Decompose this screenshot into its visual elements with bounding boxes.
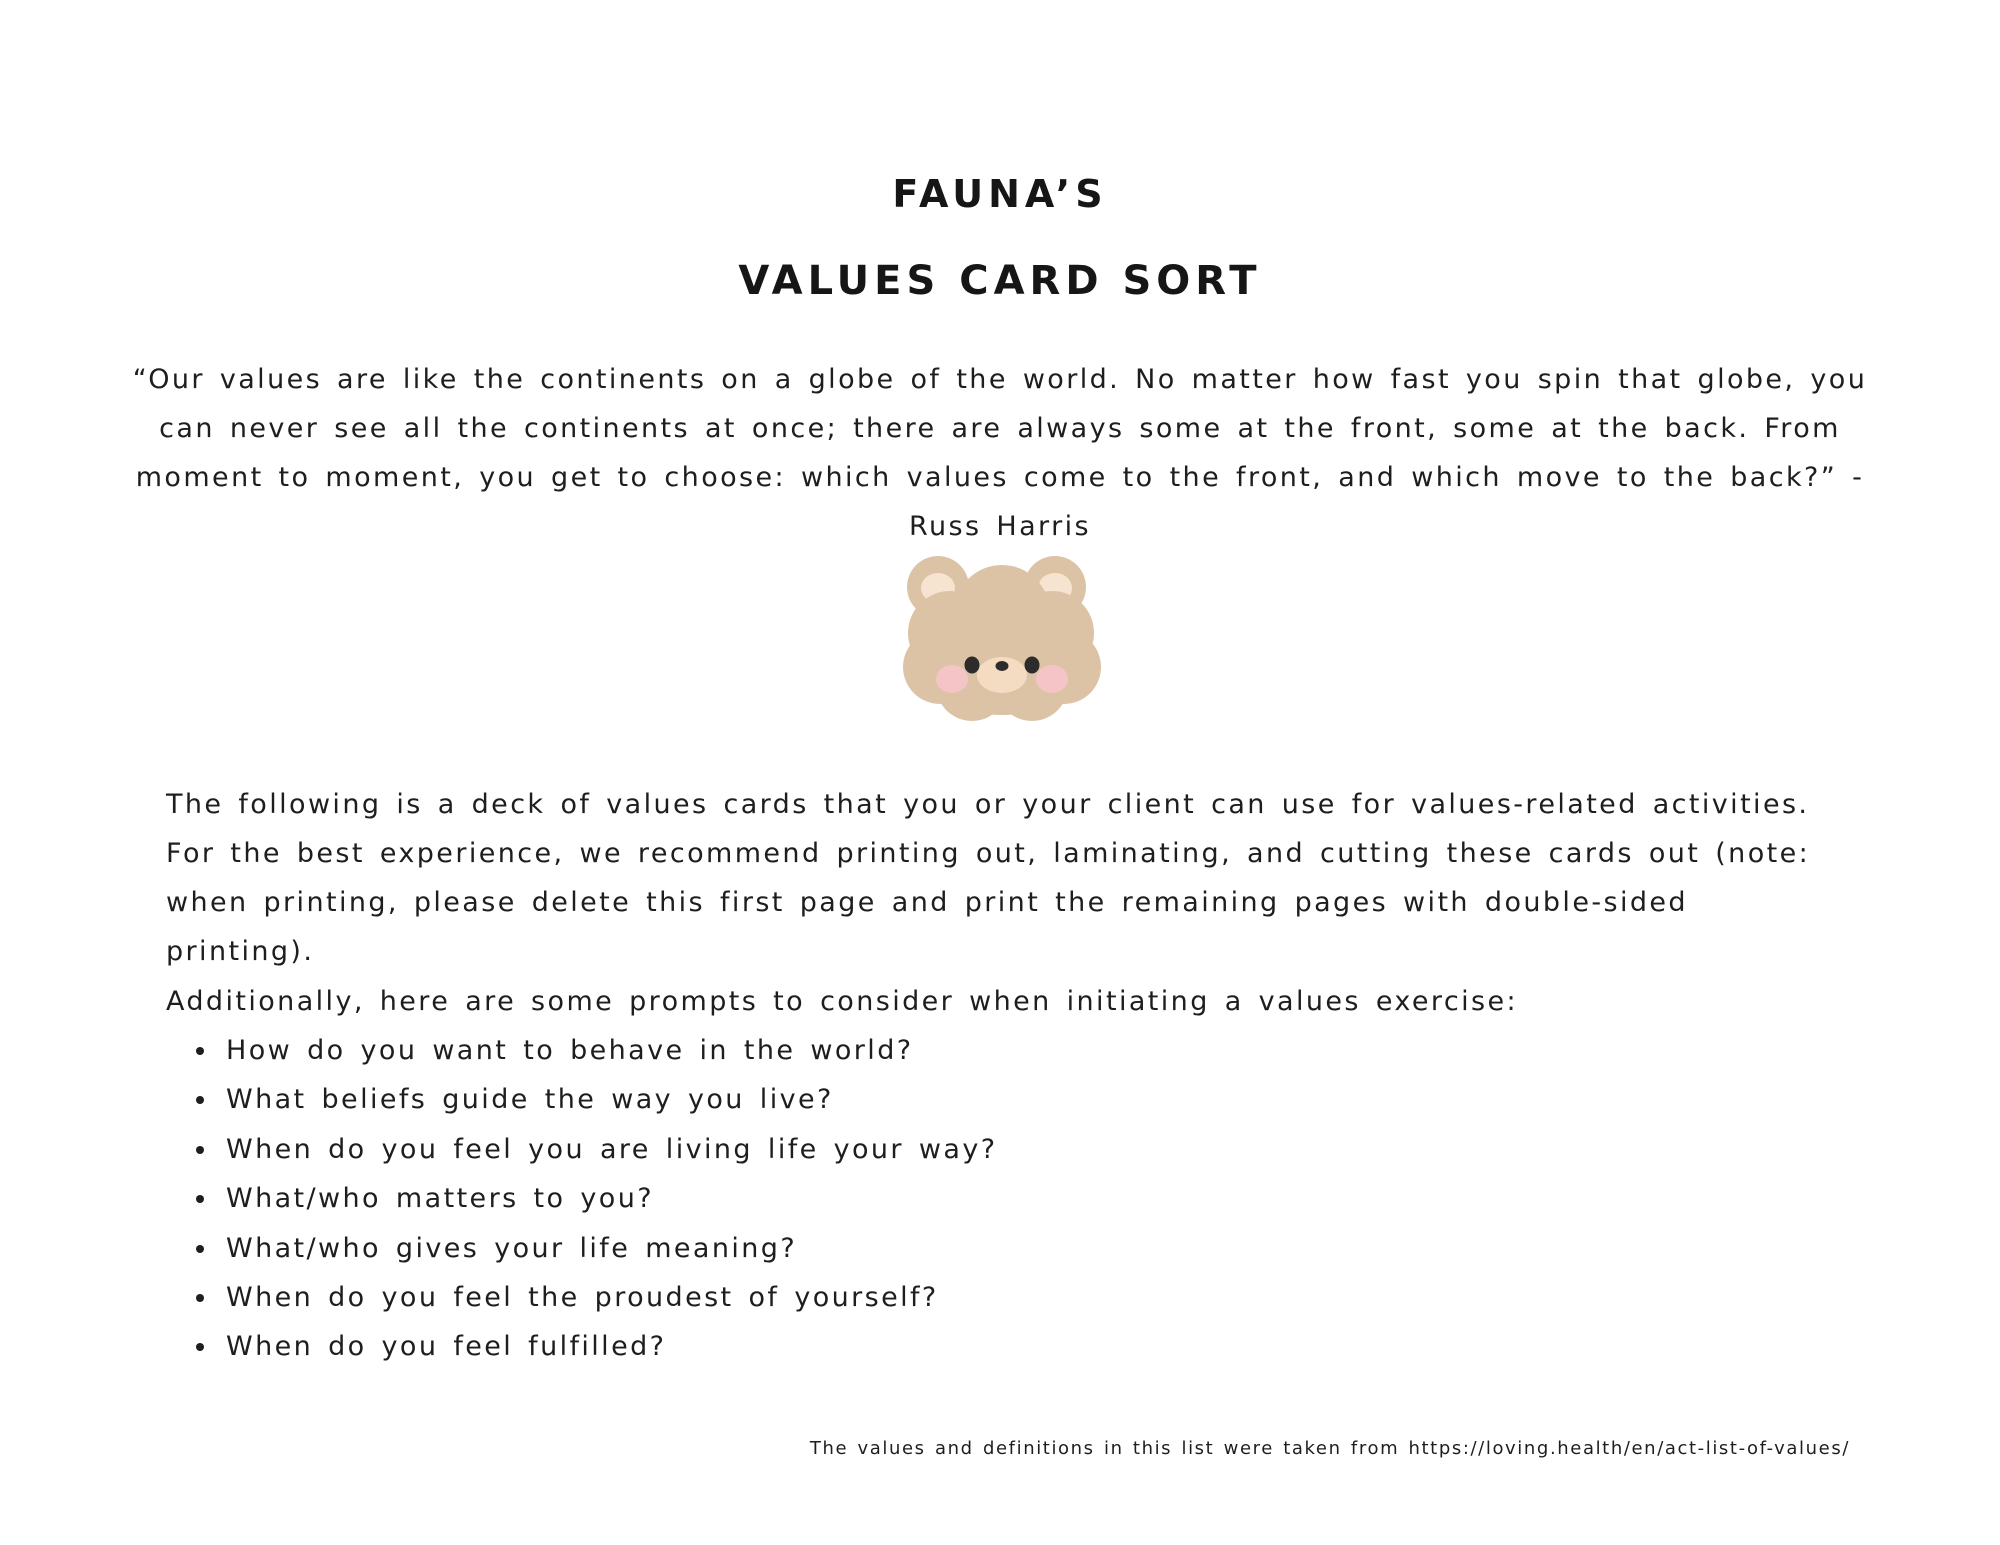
bear-nose [996,661,1009,671]
bullet-icon [196,1294,204,1302]
list-item [226,1322,997,1371]
bear-right-blush [1036,665,1068,693]
prompt-text: When do you feel fulfilled? [226,1331,667,1363]
prompt-text: What/who gives your life meaning? [226,1232,798,1264]
intro-paragraph: The following is a deck of values cards that you or your client can use for values-related activities. For the best experience, we recommend printing out, laminating, and cutting these cards out (note: when printing, please delete this first page and print the remaining pages with double-sided printing). [166,789,1811,967]
list-item [226,1174,997,1223]
quote-text: “Our values are like the continents on a globe of the world. No matter how fast you spin that globe, you can never see all the continents at once; there are always some at the front, some at the back. From moment to moment, you get to choose: which values come to the front, and which move to the back?” - Russ Harris [132,364,1868,542]
bear-face-icon [900,555,1105,725]
prompt-text: What/who matters to you? [226,1183,654,1215]
source-note: The values and definitions in this list were taken from https://loving.health/en/act-list-of-values/ [809,1438,1850,1459]
prompt-text: When do you feel the proudest of yourself? [226,1282,939,1314]
prompt-list [166,1026,997,1372]
list-item [226,1125,997,1174]
bear-left-eye [965,657,980,674]
list-item [226,1273,997,1322]
bullet-icon [196,1047,204,1055]
prompts-intro: Additionally, here are some prompts to consider when initiating a values exercise: [166,986,1518,1017]
list-item [226,1075,997,1124]
prompt-text: What beliefs guide the way you live? [226,1084,834,1116]
bullet-icon [196,1195,204,1203]
bullet-icon [196,1245,204,1253]
title-owner: FAUNA’S [892,172,1108,216]
bear-left-blush [936,665,968,693]
bear-right-eye [1025,657,1040,674]
page-title: VALUES CARD SORT [738,258,1262,304]
bullet-icon [196,1096,204,1104]
bullet-icon [196,1343,204,1351]
prompt-text: How do you want to behave in the world? [226,1035,914,1066]
prompt-text: When do you feel you are living life your way? [226,1133,998,1165]
bullet-icon [196,1146,204,1154]
list-item [226,1224,997,1273]
list-item [226,1026,997,1075]
